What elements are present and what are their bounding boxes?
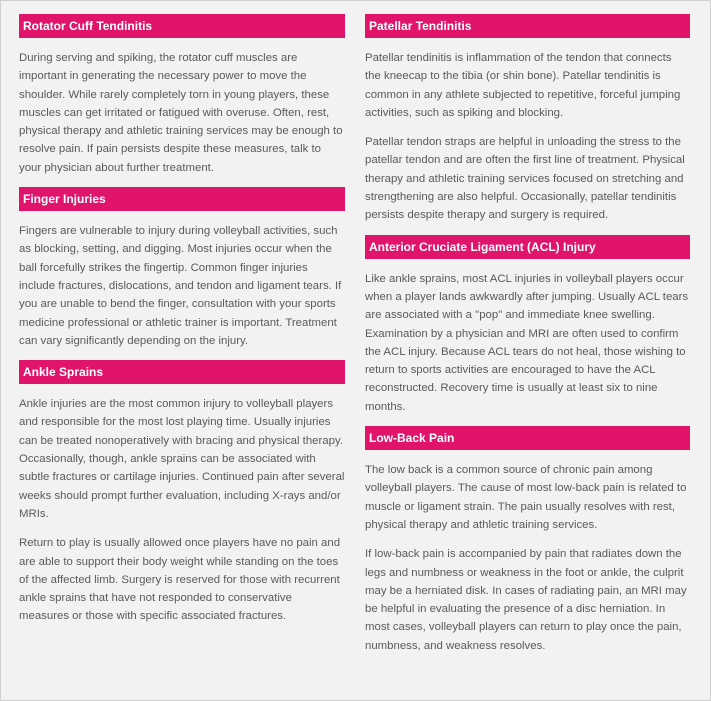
- section-heading-low-back-pain: Low-Back Pain: [365, 426, 690, 450]
- low-back-paragraph-2: If low-back pain is accompanied by pain that radiates down the legs and numbness or weakness in the foot or ankle, the culprit may be a herniated disk. In cases of radiating pain, an MRI may be helpful in evaluating the presence of a disc herniation. In most cases, volleyball players can return to play once the pain, numbness, and weakness resolves.: [365, 548, 687, 652]
- section-heading-rotator-cuff: Rotator Cuff Tendinitis: [19, 14, 345, 38]
- patellar-paragraph-2: Patellar tendon straps are helpful in unloading the stress to the patellar tendon and are often the first line of treatment. Physical therapy and athletic training services focused on stretching and strengthening are also helpful. Occasionally, patellar tendinitis persists despite therapy and surgery is required.: [365, 136, 685, 222]
- rotator-cuff-paragraph: During serving and spiking, the rotator cuff muscles are important in generating the necessary power to move the shoulder. While rarely completely torn in young players, these muscles can get irritated or fatigued with overuse. Often, rest, physical therapy and athletic training services may be enough to resolve pain. If pain persists despite these measures, talk to your physician about further treatment.: [19, 52, 343, 174]
- low-back-paragraph-1: The low back is a common source of chronic pain among volleyball players. The cause of most low-back pain is related to muscle or ligament strain. The pain usually resolves with rest, physical therapy and athletic training services.: [365, 464, 687, 531]
- section-heading-patellar-tendinitis: Patellar Tendinitis: [365, 14, 690, 38]
- ankle-sprains-paragraph-2: Return to play is usually allowed once players have no pain and are able to support their body weight while standing on the toes of the affected limb. Surgery is reserved for those with recurrent ankle sprains that have not responded to conservative measures or those with specific associated fractures.: [19, 537, 341, 623]
- left-column: [19, 14, 345, 626]
- section-heading-finger-injuries: Finger Injuries: [19, 187, 345, 211]
- acl-paragraph: Like ankle sprains, most ACL injuries in volleyball players occur when a player lands awkwardly after jumping. Usually ACL tears are associated with a "pop" and immediate knee swelling. Examination by a physician and MRI are often used to confirm the ACL injury. Because ACL tears do not heal, those wishing to return to sports activities are encouraged to have the ACL reconstructed. Recovery time is usually at least six to nine months.: [365, 272, 689, 413]
- section-heading-ankle-sprains: Ankle Sprains: [19, 360, 345, 384]
- finger-injuries-paragraph: Fingers are vulnerable to injury during volleyball activities, such as blocking, setting, and digging. Most injuries occur when the ball forcefully strikes the fingertip. Common finger injuries include fractures, dislocations, and tendon and ligament tears. If you are unable to bend the finger, consultation with your sports medicine professional or athletic trainer is important. Treatment can vary significantly depending on the injury.: [19, 225, 342, 347]
- right-column: [365, 14, 690, 655]
- section-heading-acl-injury: Anterior Cruciate Ligament (ACL) Injury: [365, 235, 690, 259]
- patellar-paragraph-1: Patellar tendinitis is inflammation of the tendon that connects the kneecap to the tibia (or shin bone). Patellar tendinitis is common in any athlete subjected to repetitive, forceful jumping activities, such as spiking and blocking.: [365, 52, 681, 119]
- ankle-sprains-paragraph-1: Ankle injuries are the most common injury to volleyball players and responsible for the most lost playing time. Usually injuries can be treated nonoperatively with bracing and physical therapy. Occasionally, though, ankle sprains can be associated with subtle fractures or cartilage injuries. Continued pain after several weeks should prompt further evaluation, including X-rays and/or MRIs.: [19, 398, 345, 520]
